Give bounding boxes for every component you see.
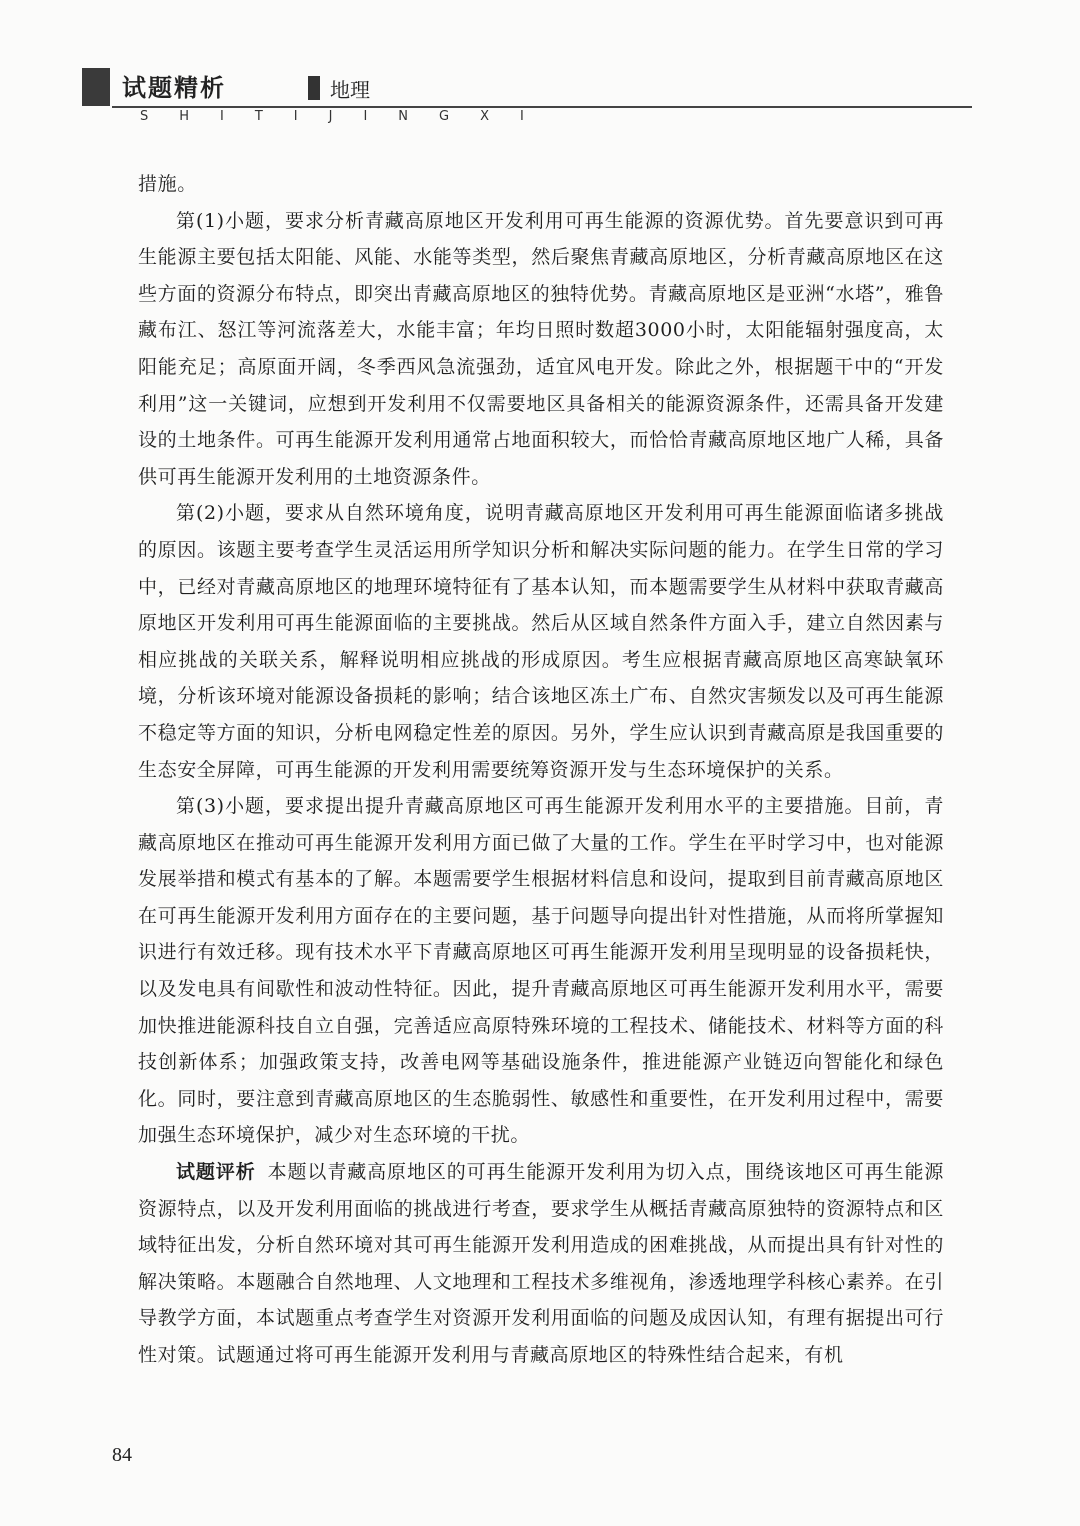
header-title: 试题精析 <box>122 74 226 102</box>
header-block-mark <box>82 68 110 106</box>
page-body <box>138 166 944 1374</box>
header-divider-mark <box>308 76 320 100</box>
paragraph-continuation: 措施。 <box>138 173 197 195</box>
paragraph-question-3: 第(3)小题，要求提出提升青藏高原地区可再生能源开发利用水平的主要措施。目前，青藏高原地区在推动可再生能源开发利用方面已做了大量的工作。学生在平时学习中，也对能源发展举措和模式有基本的了解。本题需要学生根据材料信息和设问，提取到目前青藏高原地区在可再生能源开发利用方面存在的主要问题，基于问题导向提出针对性措施，从而将所掌握知识进行有效迁移。现有技术水平下青藏高原地区可再生能源开发利用呈现明显的设备损耗快，以及发电具有间歇性和波动性特征。因此，提升青藏高原地区可再生能源开发利用水平，需要加快推进能源科技自立自强，完善适应高原特殊环境的工程技术、储能技术、材料等方面的科技创新体系；加强政策支持，改善电网等基础设施条件，推进能源产业链迈向智能化和绿色化。同时，要注意到青藏高原地区的生态脆弱性、敏感性和重要性，在开发利用过程中，需要加强生态环境保护，减少对生态环境的干扰。 <box>138 795 944 1147</box>
paragraph-question-1: 第(1)小题，要求分析青藏高原地区开发利用可再生能源的资源优势。首先要意识到可再生能源主要包括太阳能、风能、水能等类型，然后聚焦青藏高原地区，分析青藏高原地区在这些方面的资源分布特点，即突出青藏高原地区的独特优势。青藏高原地区是亚洲“水塔”，雅鲁藏布江、怒江等河流落差大，水能丰富；年均日照时数超3000小时，太阳能辐射强度高，太阳能充足；高原面开阔，冬季西风急流强劲，适宜风电开发。除此之外，根据题干中的“开发利用”这一关键词，应想到开发利用不仅需要地区具备相关的能源资源条件，还需具备开发建设的土地条件。可再生能源开发利用通常占地面积较大，而恰恰青藏高原地区地广人稀，具备供可再生能源开发利用的土地资源条件。 <box>138 209 944 488</box>
page-number: 84 <box>112 1444 132 1466</box>
header-subject: 地理 <box>330 78 370 102</box>
paragraph-evaluation <box>138 1154 944 1374</box>
running-header <box>82 62 972 126</box>
evaluation-label: 试题评析 <box>176 1161 256 1184</box>
header-rule <box>112 106 972 108</box>
paragraph-question-2: 第(2)小题，要求从自然环境角度，说明青藏高原地区开发利用可再生能源面临诸多挑战的原因。该题主要考查学生灵活运用所学知识分析和解决实际问题的能力。在学生日常的学习中，已经对青藏高原地区的地理环境特征有了基本认知，而本题需要学生从材料中获取青藏高原地区开发利用可再生能源面临的主要挑战。然后从区域自然条件方面入手，建立自然因素与相应挑战的关联关系，解释说明相应挑战的形成原因。考生应根据青藏高原地区高寒缺氧环境，分析该环境对能源设备损耗的影响；结合该地区冻土广布、自然灾害频发以及可再生能源不稳定等方面的知识，分析电网稳定性差的原因。另外，学生应认识到青藏高原是我国重要的生态安全屏障，可再生能源的开发利用需要统筹资源开发与生态环境保护的关系。 <box>138 502 944 781</box>
header-pinyin: SHITIJINGXI <box>140 109 555 124</box>
evaluation-text: 本题以青藏高原地区的可再生能源开发利用为切入点，围绕该地区可再生能源资源特点，以及开发利用面临的挑战进行考查，要求学生从概括青藏高原独特的资源特点和区域特征出发，分析自然环境对其可再生能源开发利用造成的困难挑战，从而提出具有针对性的解决策略。本题融合自然地理、人文地理和工程技术多维视角，渗透地理学科核心素养。在引导教学方面，本试题重点考查学生对资源开发利用面临的问题及成因认知，有理有据提出可行性对策。试题通过将可再生能源开发利用与青藏高原地区的特殊性结合起来，有机 <box>138 1161 945 1366</box>
